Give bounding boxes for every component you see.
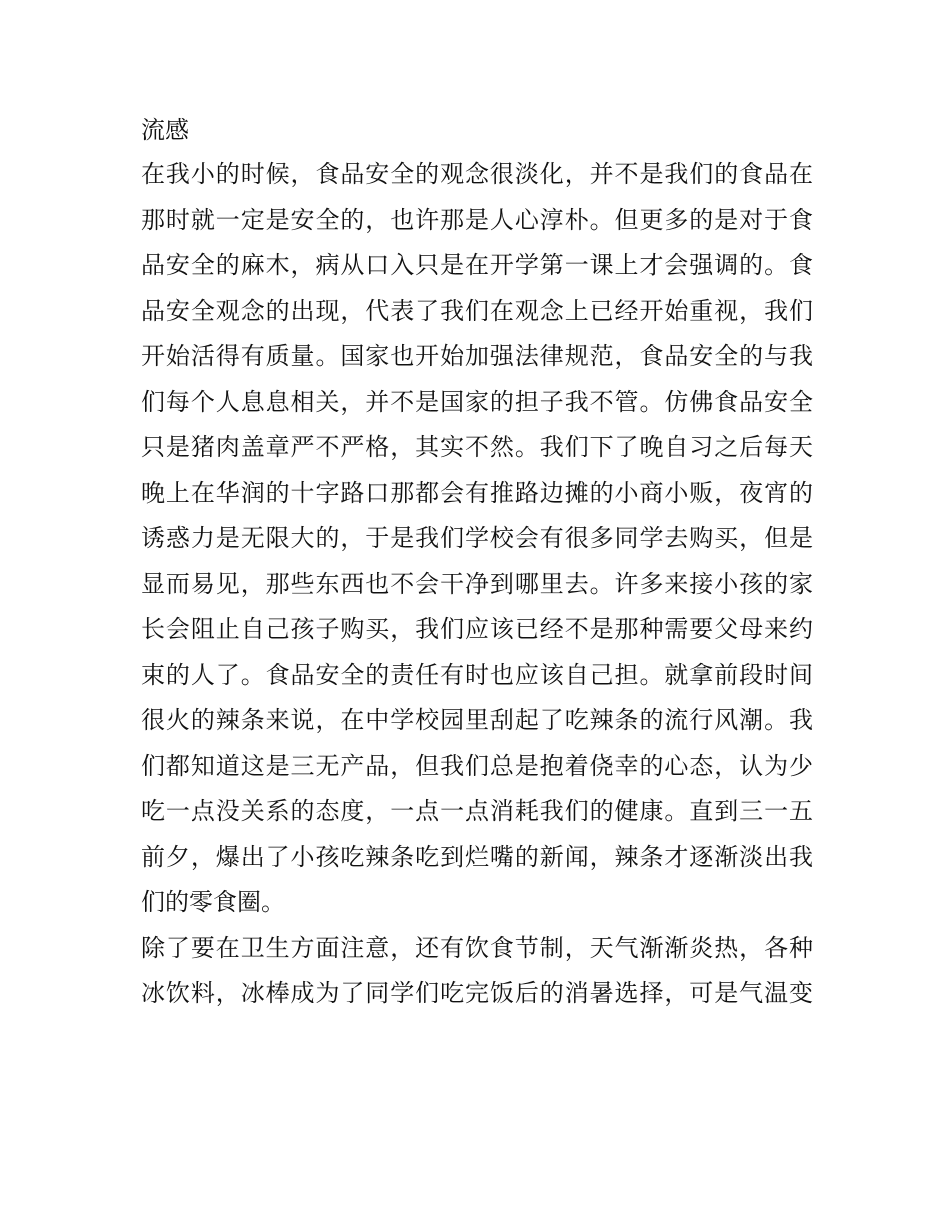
- text-line: 很火的辣条来说，在中学校园里刮起了吃辣条的流行风潮。我: [141, 706, 813, 734]
- text-line: 们都知道这是三无产品，但我们总是抱着侥幸的心态，认为少: [141, 751, 813, 780]
- text-line: 冰饮料，冰棒成为了同学们吃完饭后的消暑选择，可是气温变: [141, 979, 813, 1007]
- text-line: 束的人了。食品安全的责任有时也应该自己担。就拿前段时间: [141, 660, 813, 689]
- text-line: 长会阻止自己孩子购买，我们应该已经不是那种需要父母来约: [141, 615, 813, 643]
- text-line: 开始活得有质量。国家也开始加强法律规范，食品安全的与我: [141, 342, 813, 370]
- text-line: 们每个人息息相关，并不是国家的担子我不管。仿佛食品安全: [141, 387, 813, 416]
- text-line: 那时就一定是安全的，也许那是人心淳朴。但更多的是对于食: [141, 205, 813, 234]
- text-line: 诱惑力是无限大的，于是我们学校会有很多同学去购买，但是: [141, 524, 813, 552]
- text-line: 吃一点没关系的态度，一点一点消耗我们的健康。直到三一五: [141, 797, 813, 825]
- text-line: 显而易见，那些东西也不会干净到哪里去。许多来接小孩的家: [141, 569, 813, 598]
- text-line: 品安全的麻木，病从口入只是在开学第一课上才会强调的。食: [141, 251, 813, 279]
- text-line: 只是猪肉盖章严不严格，其实不然。我们下了晚自习之后每天: [141, 433, 813, 461]
- document-body: [141, 108, 813, 1017]
- text-line: 除了要在卫生方面注意，还有饮食节制，天气渐渐炎热，各种: [141, 933, 813, 962]
- text-line: 在我小的时候，食品安全的观念很淡化，并不是我们的食品在: [141, 160, 813, 188]
- document-title: 流感: [141, 116, 189, 144]
- text-line: 前夕，爆出了小孩吃辣条吃到烂嘴的新闻，辣条才逐渐淡出我: [141, 842, 813, 871]
- text-line: 品安全观念的出现，代表了我们在观念上已经开始重视，我们: [141, 296, 813, 325]
- paragraph-2: [141, 926, 813, 1017]
- text-line: 晚上在华润的十字路口那都会有推路边摊的小商小贩，夜宵的: [141, 478, 813, 507]
- paragraph-1: [141, 152, 813, 926]
- text-line-last: 们的零食圈。: [141, 888, 285, 916]
